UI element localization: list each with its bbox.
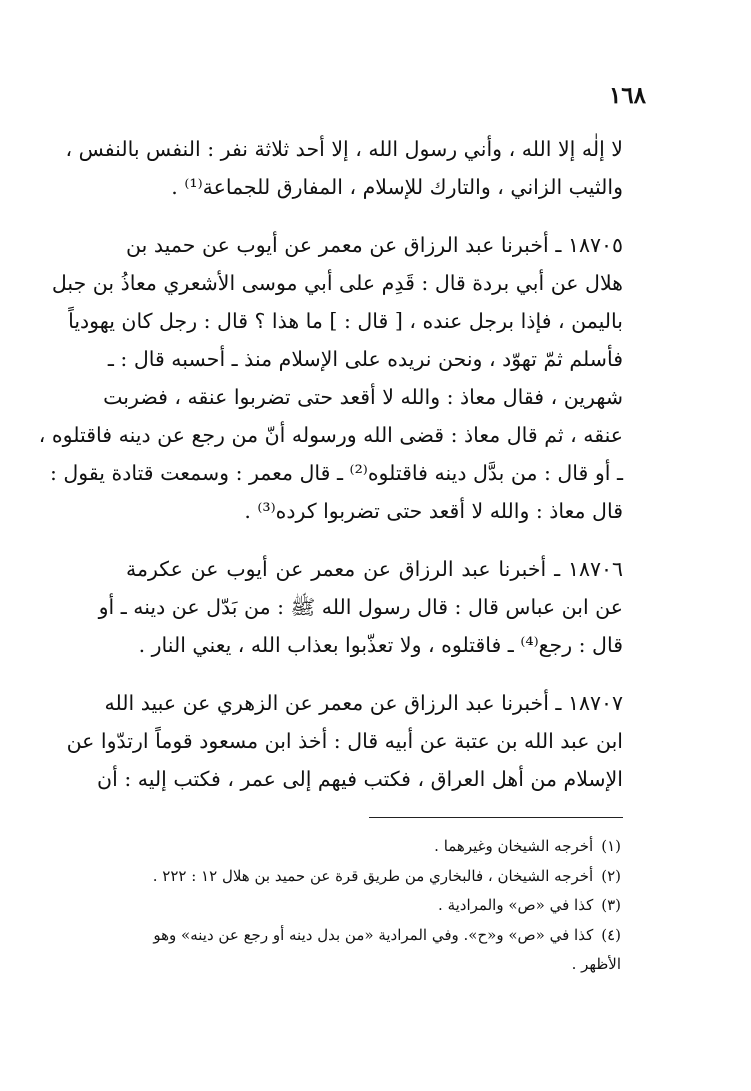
text-line: ـ أو قال : من بدَّل دينه فاقتلوه⁽²⁾ ـ قال معمر : وسمعت قتادة يقول : <box>49 461 623 485</box>
paragraph-hadith-18706 <box>98 550 623 664</box>
text-line: باليمن ، فإذا برجل عنده ، [ قال : ] ما هذا ؟ قال : رجل كان يهودياً <box>68 309 623 333</box>
footnotes <box>126 832 621 980</box>
text-line: فأسلم ثمّ تهوّد ، ونحن نريده على الإسلام منذ ـ أحسبه قال : ـ <box>107 347 623 371</box>
text-line: شهرين ، فقال معاذ : والله لا أقعد حتى تضربوا عنقه ، فضربت <box>103 385 623 409</box>
footnote-text: كذا في «ص» والمرادية . <box>438 896 594 914</box>
text-line: عنقه ، ثم قال معاذ : قضى الله ورسوله أنّ من رجع عن دينه فاقتلوه ، <box>38 423 623 447</box>
page-number: ١٦٨ <box>608 82 646 109</box>
footnote-number: (٣) <box>601 896 621 914</box>
footnote <box>126 832 621 862</box>
footnote <box>126 862 621 892</box>
footnote-text: الأظهر . <box>571 955 621 973</box>
text-line: ابن عبد الله بن عتبة عن أبيه قال : أخذ ابن مسعود قوماً ارتدّوا عن <box>66 729 623 753</box>
text-line: قال معاذ : والله لا أقعد حتى تضربوا كرده⁽³⁾ . <box>244 499 623 523</box>
footnote-continuation <box>126 950 621 980</box>
text-line: لا إلٰه إلا الله ، وأني رسول الله ، إلا أحد ثلاثة نفر : النفس بالنفس ، <box>65 137 623 161</box>
text-line: قال : رجع⁽⁴⁾ ـ فاقتلوه ، ولا تعذّبوا بعذاب الله ، يعني النار . <box>138 633 623 657</box>
text-line: هلال عن أبي بردة قال : قَدِم على أبي موسى الأشعري معاذُ بن جبل <box>51 271 623 295</box>
footnote <box>126 921 621 951</box>
main-text <box>38 130 623 798</box>
text-line: عن ابن عباس قال : قال رسول الله ﷺ : من بَدّل عن دينه ـ أو <box>98 595 623 619</box>
footnote-separator <box>369 817 623 818</box>
footnote-text: أخرجه الشيخان وغيرهما . <box>434 837 594 855</box>
footnote-text: كذا في «ص» و«ح». وفي المرادية «من بدل دينه أو رجع عن دينه» وهو <box>153 925 594 944</box>
text-line: والثيب الزاني ، والتارك للإسلام ، المفارق للجماعة⁽¹⁾ . <box>171 175 623 199</box>
paragraph-hadith-18705 <box>38 226 623 530</box>
text-line: ١٨٧٠٦ ـ أخبرنا عبد الرزاق عن معمر عن أيوب عن عكرمة <box>126 557 623 581</box>
text-line: ١٨٧٠٧ ـ أخبرنا عبد الرزاق عن معمر عن الزهري عن عبيد الله <box>104 691 623 715</box>
footnote-number: (٤) <box>601 925 621 944</box>
text-line: الإسلام من أهل العراق ، فكتب فيهم إلى عمر ، فكتب إليه : أن <box>97 767 623 791</box>
text-line: ١٨٧٠٥ ـ أخبرنا عبد الرزاق عن معمر عن أيوب عن حميد بن <box>126 233 623 257</box>
footnote-number: (٢) <box>601 866 621 885</box>
paragraph-hadith-continuation <box>65 130 623 206</box>
paragraph-hadith-18707 <box>66 684 623 798</box>
footnote-number: (١) <box>601 837 621 855</box>
footnote <box>126 891 621 921</box>
footnote-text: أخرجه الشيخان ، فالبخاري من طريق قرة عن حميد بن هلال ١٢ : ٢٢٢ . <box>152 866 594 885</box>
